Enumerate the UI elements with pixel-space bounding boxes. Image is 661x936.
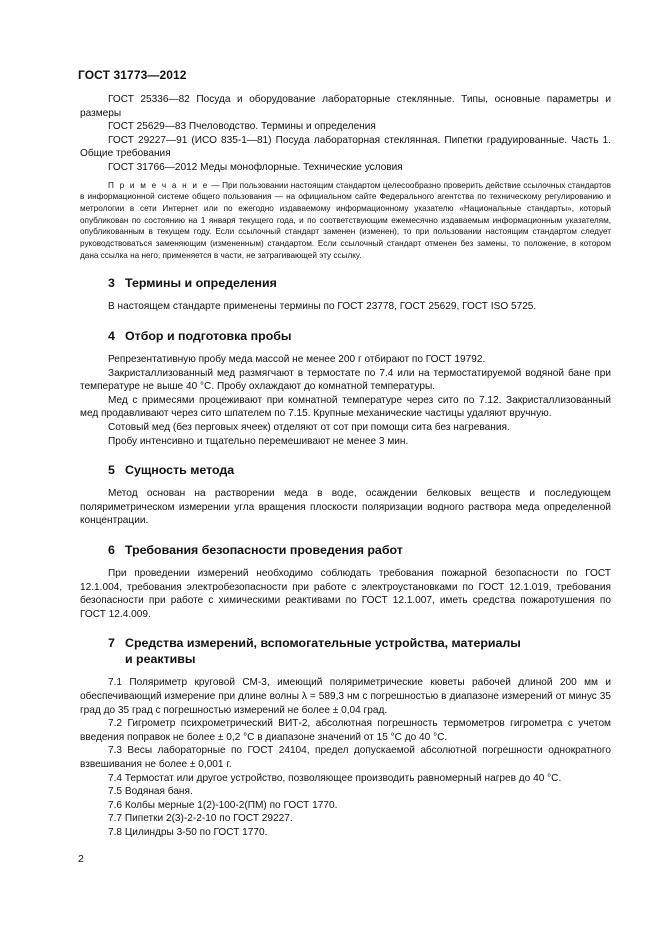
section-heading (80, 635, 611, 667)
document-body (80, 93, 611, 840)
section-number: 7 (108, 636, 115, 651)
note-paragraph (80, 180, 611, 262)
page-number: 2 (78, 853, 84, 865)
section-number: 6 (108, 543, 115, 558)
section-title: Отбор и подготовка пробы (125, 329, 292, 344)
paragraph: 7.5 Водяная баня. (108, 786, 193, 798)
section-heading (80, 328, 611, 344)
note-text: — При пользовании настоящим стандартом целесообразно проверить действие ссылочных стандартов в информационной системе общего пользования — на официальном сайте Федерального агентства по техническому регулированию и метрологии в сети Интернет или по ежегодно издаваемому информационному указателю «Национальные стандарты», который опубликован по состоянию на 1 января текущего года, и по соответствующим ежемесячно издаваемым информационным указателям, опубликованным в текущем году. Если ссылочный стандарт заменен (изменен), то при пользовании настоящим стандартом следует руководствоваться заменяющим (измененным) стандартом. Если ссылочный стандарт отменен без замены, то положение, в котором дана ссылка на него, применяется в части, не затрагивающей эту ссылку. (80, 180, 611, 260)
section-number: 4 (108, 329, 115, 344)
paragraph: При проведении измерений необходимо соблюдать требования пожарной безопасности по ГОСТ 12.1.004, требования электробезопасности при работе с электроустановками по ГОСТ 12.1.019, требования безопасности при работе с химическими реактивами по ГОСТ 12.1.007, иметь средства пожаротушения по ГОСТ 12.4.009. (80, 568, 611, 620)
reference-item: ГОСТ 29227—91 (ИСО 835-1—81) Посуда лабораторная стеклянная. Пипетки градуированные. Часть 1. Общие требования (80, 134, 611, 160)
paragraph: Пробу интенсивно и тщательно перемешивают не менее 3 мин. (108, 435, 409, 447)
reference-item: ГОСТ 31766—2012 Меды монофлорные. Технические условия (108, 161, 403, 173)
section-number: 5 (108, 463, 115, 478)
section-title-cont: и реактивы (125, 652, 196, 667)
paragraph: Метод основан на растворении меда в воде, осаждении белковых веществ и последующем поляриметрическом измерении угла вращения плоскости поляризации водного раствора меда определенной концентрации. (80, 488, 611, 527)
paragraph: Репрезентативную пробу меда массой не менее 200 г отбирают по ГОСТ 19792. (108, 354, 486, 366)
section-title: Сущность метода (125, 463, 235, 478)
paragraph: 7.1 Поляриметр круговой СМ-3, имеющий поляриметрические кюветы рабочей длиной 200 мм и обеспечивающий измерение при длине волны λ = 589,3 нм с погрешностью в диапазоне измерений от минус 35 град до 35 град с погрешностью измерений не более ± 0,04 град. (80, 677, 611, 716)
paragraph: 7.8 Цилиндры 3-50 по ГОСТ 1770. (108, 826, 268, 838)
note-label: П р и м е ч а н и е (108, 180, 209, 190)
paragraph: 7.7 Пипетки 2(3)-2-2-10 по ГОСТ 29227. (108, 813, 293, 825)
paragraph: 7.4 Термостат или другое устройство, позволяющее производить равномерный нагрев до 40 °С. (108, 772, 562, 784)
reference-item: ГОСТ 25336—82 Посуда и оборудование лабораторные стеклянные. Типы, основные параметры и размеры (80, 94, 611, 119)
section-title: Термины и определения (125, 276, 277, 291)
document-header: ГОСТ 31773—2012 (78, 68, 187, 82)
section-heading (80, 275, 611, 291)
reference-item: ГОСТ 25629—83 Пчеловодство. Термины и определения (108, 121, 376, 133)
section-heading (80, 462, 611, 478)
paragraph: Закристаллизованный мед размягчают в термостате по 7.4 или на термостатируемой водяной бане при температуре не выше 40 °С. Пробу охлаждают до комнатной температуры. (80, 367, 611, 393)
section-number: 3 (108, 276, 115, 291)
paragraph: Сотовый мед (без перговых ячеек) отделяют от сот при помощи сита без нагревания. (108, 422, 510, 434)
paragraph: 7.3 Весы лабораторные по ГОСТ 24104, предел допускаемой абсолютной погрешности однократного взвешивания не более ± 0,001 г. (80, 745, 611, 770)
section-title: Средства измерений, вспомогательные устройства, материалы (125, 636, 521, 651)
paragraph: В настоящем стандарте применены термины по ГОСТ 23778, ГОСТ 25629, ГОСТ ISO 5725. (108, 301, 537, 313)
section-heading (80, 542, 611, 558)
paragraph: Мед с примесями процеживают при комнатной температуре через сито по 7.12. Закристаллизованный мед продавливают через сито шпателем по 7.15. Крупные механические частицы удаляют вручную. (80, 394, 611, 420)
section-title: Требования безопасности проведения работ (125, 543, 403, 558)
paragraph: 7.6 Колбы мерные 1(2)-100-2(ПМ) по ГОСТ 1770. (108, 799, 338, 811)
paragraph: 7.2 Гигрометр психрометрический ВИТ-2, абсолютная погрешность термометров гигрометра с учетом введения поправок не более ± 0,2 °С в диапазоне значений от 15 °С до 40 °С. (80, 718, 611, 743)
